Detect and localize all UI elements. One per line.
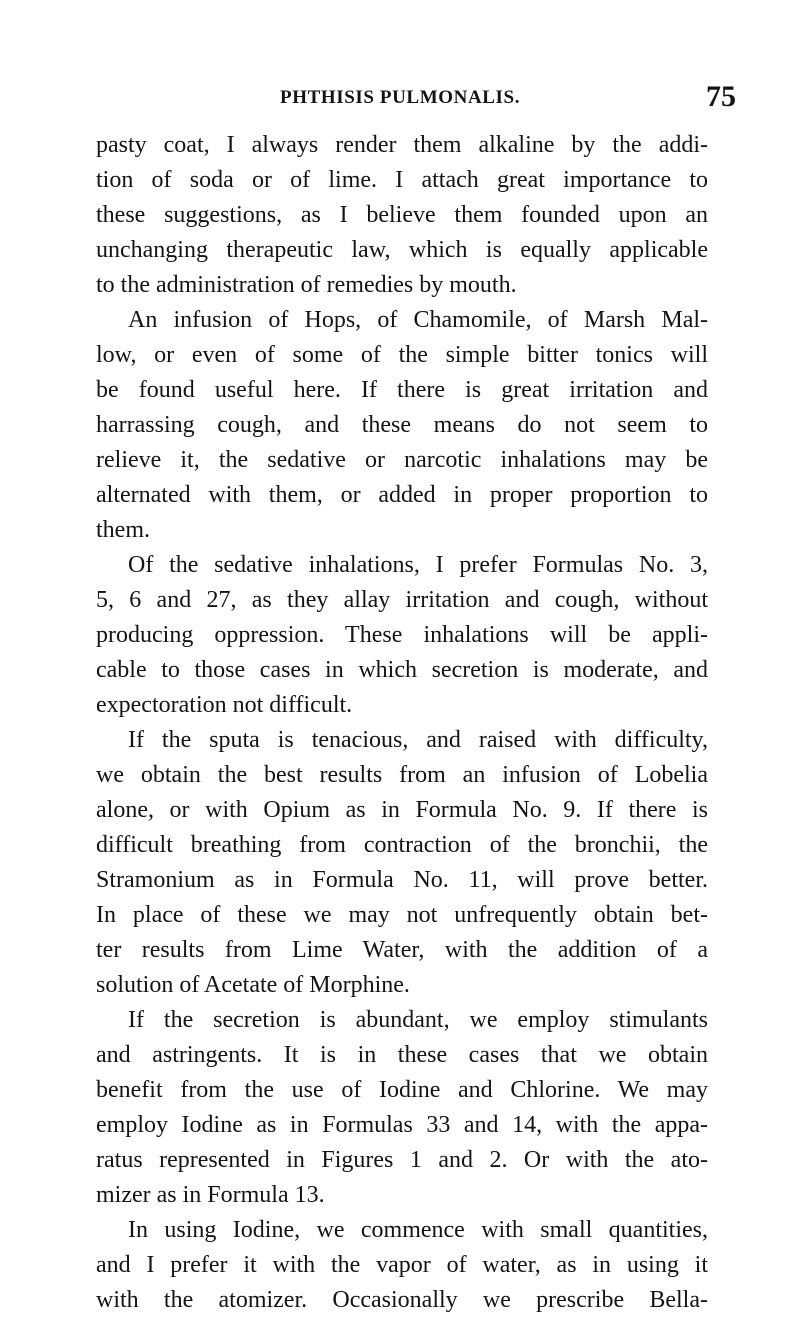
text-line: we obtain the best results from an infusion of Lobelia xyxy=(96,762,708,788)
running-title: PHTHISIS PULMONALIS. xyxy=(280,87,521,108)
body-text xyxy=(96,128,708,1318)
text-line: mizer as in Formula 13. xyxy=(96,1182,325,1208)
text-line: In using Iodine, we commence with small quantities, xyxy=(128,1217,708,1243)
text-line: ratus represented in Figures 1 and 2. Or with the ato- xyxy=(96,1147,708,1173)
text-line: If the secretion is abundant, we employ stimulants xyxy=(128,1007,708,1033)
text-line: Stramonium as in Formula No. 11, will prove better. xyxy=(96,867,708,893)
text-line: with the atomizer. Occasionally we prescribe Bella- xyxy=(96,1287,708,1313)
text-line: harrassing cough, and these means do not seem to xyxy=(96,412,708,438)
text-line: these suggestions, as I believe them founded upon an xyxy=(96,202,708,228)
text-line: benefit from the use of Iodine and Chlorine. We may xyxy=(96,1077,708,1103)
text-line: low, or even of some of the simple bitter tonics will xyxy=(96,342,708,368)
text-line: employ Iodine as in Formulas 33 and 14, with the appa- xyxy=(96,1112,708,1138)
text-line: and astringents. It is in these cases that we obtain xyxy=(96,1042,708,1068)
text-line: and I prefer it with the vapor of water, as in using it xyxy=(96,1252,708,1278)
text-line: If the sputa is tenacious, and raised with difficulty, xyxy=(128,727,708,753)
text-line: Of the sedative inhalations, I prefer Formulas No. 3, xyxy=(128,552,708,578)
text-line: relieve it, the sedative or narcotic inhalations may be xyxy=(96,447,708,473)
text-line: them. xyxy=(96,517,150,543)
text-line: An infusion of Hops, of Chamomile, of Marsh Mal- xyxy=(128,307,708,333)
text-line: be found useful here. If there is great irritation and xyxy=(96,377,708,403)
text-line: unchanging therapeutic law, which is equally applicable xyxy=(96,237,708,263)
text-line: to the administration of remedies by mouth. xyxy=(96,272,517,298)
text-line: alternated with them, or added in proper proportion to xyxy=(96,482,708,508)
text-line: expectoration not difficult. xyxy=(96,692,353,718)
text-line: ter results from Lime Water, with the addition of a xyxy=(96,937,708,963)
text-line: 5, 6 and 27, as they allay irritation and cough, without xyxy=(96,587,708,613)
text-line: producing oppression. These inhalations will be appli- xyxy=(96,622,708,648)
text-line: alone, or with Opium as in Formula No. 9. If there is xyxy=(96,797,708,823)
text-line: tion of soda or of lime. I attach great importance to xyxy=(96,167,708,193)
text-line: pasty coat, I always render them alkaline by the addi- xyxy=(96,132,708,158)
text-line: solution of Acetate of Morphine. xyxy=(96,972,410,998)
text-line: cable to those cases in which secretion is moderate, and xyxy=(96,657,708,683)
page-number: 75 xyxy=(706,80,736,113)
text-line: difficult breathing from contraction of the bronchii, the xyxy=(96,832,708,858)
text-line: In place of these we may not unfrequently obtain bet- xyxy=(96,902,708,928)
